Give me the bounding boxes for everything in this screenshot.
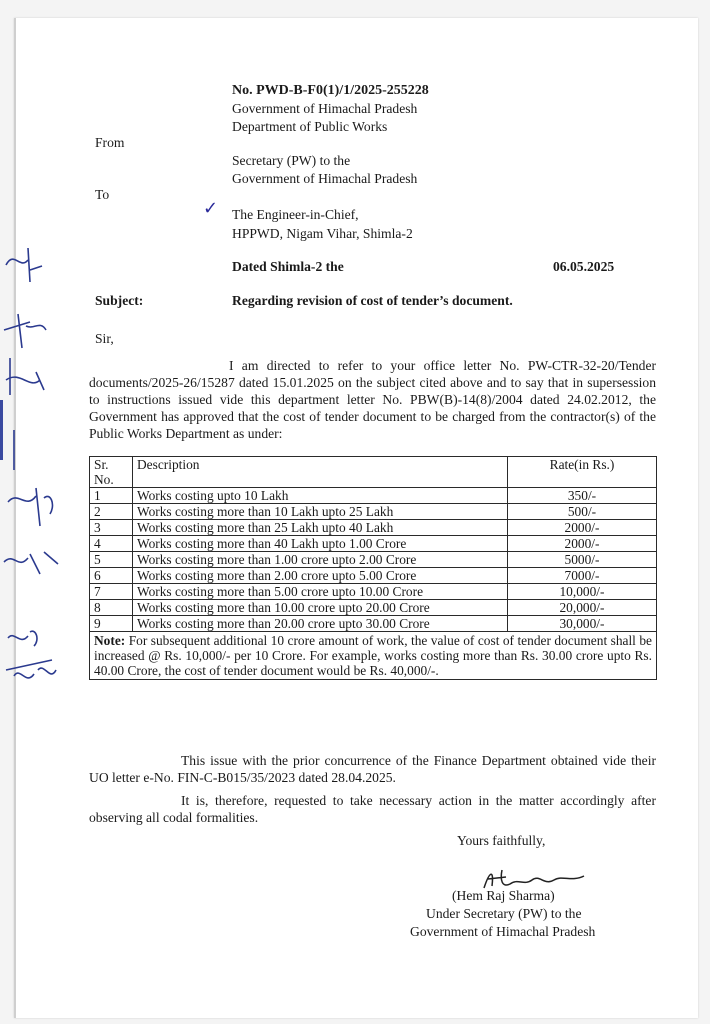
rate-cell: 2000/- <box>508 520 657 536</box>
rate-cell: 500/- <box>508 504 657 520</box>
description-cell: Works costing more than 20.00 crore upto 30.00 Crore <box>133 616 508 632</box>
rates-table <box>89 456 657 680</box>
tick-mark-icon: ✓ <box>203 198 219 219</box>
table-row <box>90 536 657 552</box>
rate-cell: 20,000/- <box>508 600 657 616</box>
letter-number: No. PWD-B-F0(1)/1/2025-255228 <box>232 83 429 98</box>
signatory-name: (Hem Raj Sharma) <box>452 888 555 903</box>
to-label: To <box>95 187 110 202</box>
rate-cell: 10,000/- <box>508 584 657 600</box>
header-rate: Rate(in Rs.) <box>508 457 657 488</box>
body-paragraph-2: This issue with the prior concurrence of the Finance Department obtained vide their UO letter e-No. FIN-C-B015/35/2023 dated 28.04.2025. <box>89 753 656 785</box>
header-description: Description <box>133 457 508 488</box>
table-row <box>90 600 657 616</box>
letter-date: 06.05.2025 <box>553 259 615 274</box>
rate-cell: 5000/- <box>508 552 657 568</box>
subject-text: Regarding revision of cost of tender’s document. <box>232 293 513 308</box>
signatory-title-2: Government of Himachal Pradesh <box>410 924 596 939</box>
note-row <box>90 632 657 680</box>
table-row <box>90 552 657 568</box>
description-cell: Works costing more than 5.00 crore upto 10.00 Crore <box>133 584 508 600</box>
salutation: Sir, <box>95 331 114 346</box>
body-paragraph-3: It is, therefore, requested to take necessary action in the matter accordingly after observing all codal formalities. <box>89 793 656 825</box>
description-cell: Works costing more than 1.00 crore upto 2.00 Crore <box>133 552 508 568</box>
margin-handwritten-notes <box>0 230 70 710</box>
dated-label: Dated Shimla-2 the <box>232 259 344 274</box>
table-header-row <box>90 457 657 488</box>
from-line-2: Government of Himachal Pradesh <box>232 171 418 186</box>
note-text: For subsequent additional 10 crore amount of work, the value of cost of tender document shall be increased @ Rs. 10,000/- per 10 Crore. For example, works costing more than Rs. 30.00 crore upto Rs. 40.00 Crore, the cost of tender document would be Rs. 40,000/-. <box>94 633 652 678</box>
table-row <box>90 616 657 632</box>
description-cell: Works costing more than 40 Lakh upto 1.00 Crore <box>133 536 508 552</box>
sr-cell: 7 <box>90 584 133 600</box>
header-sr-no: Sr. No. <box>90 457 133 488</box>
subject-label: Subject: <box>95 293 144 308</box>
table-row <box>90 504 657 520</box>
to-line-1: The Engineer-in-Chief, <box>232 207 359 222</box>
sr-cell: 8 <box>90 600 133 616</box>
table-row <box>90 488 657 504</box>
rate-cell: 350/- <box>508 488 657 504</box>
description-cell: Works costing more than 10 Lakh upto 25 Lakh <box>133 504 508 520</box>
header-government: Government of Himachal Pradesh <box>232 101 418 116</box>
rate-cell: 2000/- <box>508 536 657 552</box>
from-line-1: Secretary (PW) to the <box>232 153 351 168</box>
description-cell: Works costing more than 25 Lakh upto 40 Lakh <box>133 520 508 536</box>
sr-cell: 4 <box>90 536 133 552</box>
signatory-title-1: Under Secretary (PW) to the <box>426 906 582 921</box>
description-cell: Works costing upto 10 Lakh <box>133 488 508 504</box>
table-row <box>90 568 657 584</box>
rate-cell: 30,000/- <box>508 616 657 632</box>
header-department: Department of Public Works <box>232 119 388 134</box>
sr-cell: 1 <box>90 488 133 504</box>
description-cell: Works costing more than 10.00 crore upto 20.00 Crore <box>133 600 508 616</box>
description-cell: Works costing more than 2.00 crore upto 5.00 Crore <box>133 568 508 584</box>
closing-yours-faithfully: Yours faithfully, <box>457 833 546 848</box>
to-line-2: HPPWD, Nigam Vihar, Shimla-2 <box>232 226 413 241</box>
sr-cell: 6 <box>90 568 133 584</box>
from-label: From <box>95 135 125 150</box>
rate-cell: 7000/- <box>508 568 657 584</box>
sr-cell: 2 <box>90 504 133 520</box>
body-paragraph-1: I am directed to refer to your office letter No. PW-CTR-32-20/Tender documents/2025-26/15287 dated 15.01.2025 on the subject cited above and to say that in supersession to instructions issued vide this department letter No. PBW(B)-14(8)/2004 dated 24.02.2012, the Government has approved that the cost of tender document to be charged from the contractor(s) of the Public Works Department as under: <box>89 358 656 441</box>
sr-cell: 5 <box>90 552 133 568</box>
note-label: Note: <box>94 633 126 648</box>
sr-cell: 3 <box>90 520 133 536</box>
table-row <box>90 520 657 536</box>
sr-cell: 9 <box>90 616 133 632</box>
table-row <box>90 584 657 600</box>
margin-mark <box>0 400 3 460</box>
table-note <box>90 632 657 680</box>
